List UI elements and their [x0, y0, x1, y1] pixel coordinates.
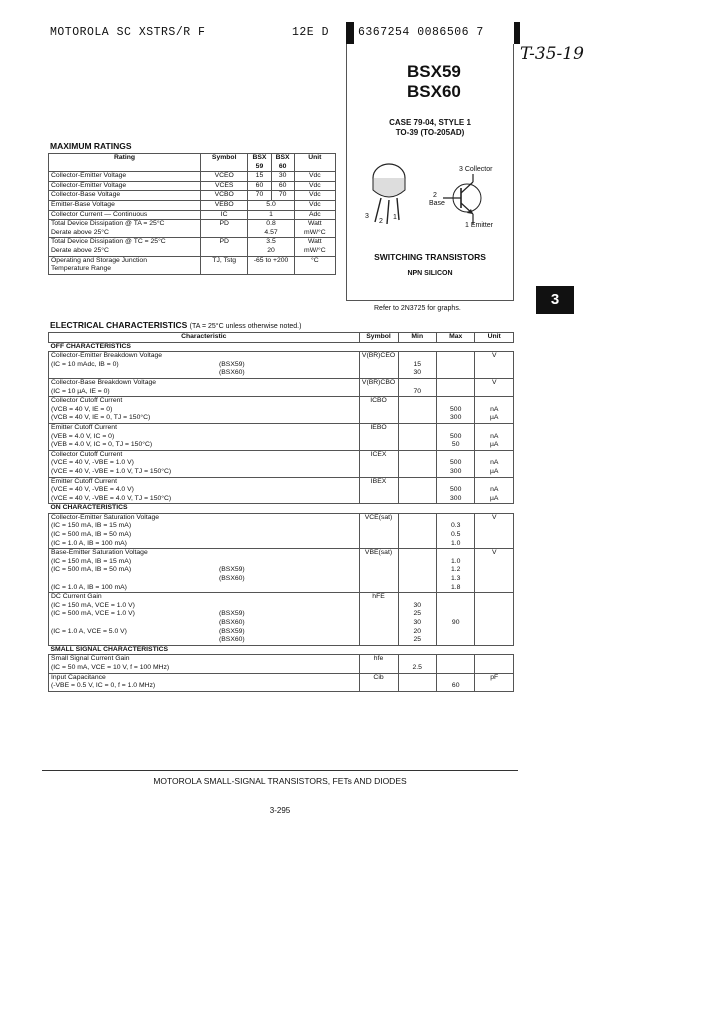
- unit-cell: nA µA: [475, 397, 514, 424]
- pin-base-label: Base: [429, 200, 445, 207]
- pkg-pin1-label: 1: [393, 214, 397, 221]
- rating-unit: Vdc: [294, 172, 335, 182]
- rating-value: 0.8 4.57: [248, 220, 294, 238]
- header-symbol: Symbol: [201, 154, 248, 172]
- characteristic-text: Input Capacitance (-VBE = 0.5 V, IC = 0, f = 1.0 MHz): [51, 673, 156, 690]
- rating-value: 5.0: [248, 200, 294, 210]
- rating-symbol: TJ, Tstg: [201, 256, 248, 274]
- header-elec-unit: Unit: [475, 333, 514, 343]
- symbol-cell: Cib: [359, 673, 398, 691]
- device-label: (BSX59) (BSX60): [219, 360, 245, 377]
- max-ratings-body: [49, 172, 336, 275]
- elec-title-note: (TA = 25°C unless otherwise noted.): [189, 323, 302, 330]
- min-cell: [398, 450, 436, 477]
- refer-graphs-note: Refer to 2N3725 for graphs.: [374, 305, 461, 312]
- case-line1: CASE 79-04, STYLE 1: [389, 118, 471, 127]
- rating-symbol: VCES: [201, 181, 248, 191]
- part-number-bsx59: BSX59: [407, 62, 461, 81]
- unit-cell: nA µA: [475, 450, 514, 477]
- rating-name: Emitter-Base Voltage: [49, 200, 201, 210]
- max-rating-row: [49, 210, 336, 220]
- rating-name: Collector-Emitter Voltage: [49, 181, 201, 191]
- symbol-cell: VBE(sat): [359, 549, 398, 593]
- min-cell: [398, 397, 436, 424]
- rating-value-bsx59: 60: [248, 181, 271, 191]
- max-rating-row: [49, 181, 336, 191]
- min-cell: 2.5: [398, 655, 436, 673]
- section-row: [49, 504, 514, 514]
- characteristic-text: Small Signal Current Gain (IC = 50 mA, VCE = 10 V, f = 100 MHz): [51, 655, 170, 671]
- table-row: [49, 397, 514, 424]
- pin-collector-label: 3 Collector: [459, 166, 493, 173]
- max-cell: [436, 655, 474, 673]
- symbol-cell: hFE: [359, 593, 398, 646]
- header-number: 6367254 0086506 7: [358, 26, 484, 39]
- rating-unit: Vdc: [294, 200, 335, 210]
- symbol-cell: IEBO: [359, 423, 398, 450]
- page-number: 3-295: [269, 806, 291, 815]
- rating-unit: Watt mW/°C: [294, 220, 335, 238]
- symbol-cell: ICBO: [359, 397, 398, 424]
- characteristic-text: Collector Cutoff Current (VCE = 40 V, -VBE = 1.0 V) (VCE = 40 V, -VBE = 1.0 V, TJ = 150°C): [51, 450, 172, 475]
- unit-cell: pF: [475, 673, 514, 691]
- rating-name: Operating and Storage Junction Temperature Range: [49, 256, 201, 274]
- table-row: [49, 423, 514, 450]
- characteristic-cell: [49, 397, 360, 424]
- rating-symbol: IC: [201, 210, 248, 220]
- rating-value: -65 to +200: [248, 256, 294, 274]
- max-rating-row: [49, 172, 336, 182]
- characteristic-text: Emitter Cutoff Current (VEB = 4.0 V, IC = 0) (VEB = 4.0 V, IC = 0, TJ = 150°C): [51, 423, 153, 449]
- rating-value: 3.5 20: [248, 238, 294, 256]
- min-cell: [398, 477, 436, 504]
- max-rating-row: [49, 191, 336, 201]
- symbol-cell: IBEX: [359, 477, 398, 504]
- rating-value-bsx59: 70: [248, 191, 271, 201]
- min-cell: 30 25 30 20 25: [398, 593, 436, 646]
- max-cell: 500 300: [436, 397, 474, 424]
- max-cell: 60: [436, 673, 474, 691]
- table-row: [49, 352, 514, 379]
- characteristic-text: Collector-Emitter Saturation Voltage (IC = 150 mA, IB = 15 mA) (IC = 500 mA, IB = 50 mA) (IC = 1.0 A, IB = 100 mA): [51, 513, 160, 547]
- characteristic-cell: [49, 450, 360, 477]
- rating-value-bsx60: 70: [271, 191, 294, 201]
- header-bsx59: BSX 59: [248, 154, 271, 172]
- header-bar-mark-right: [514, 22, 520, 44]
- max-cell: [436, 352, 474, 379]
- characteristic-text: Collector-Emitter Breakdown Voltage (IC = 10 mAdc, IB = 0): [51, 352, 163, 368]
- min-cell: [398, 673, 436, 691]
- rating-value-bsx60: 30: [271, 172, 294, 182]
- header-elec-symbol: Symbol: [359, 333, 398, 343]
- header-bar-mark: [346, 22, 354, 44]
- header-unit: Unit: [294, 154, 335, 172]
- rating-symbol: VEBO: [201, 200, 248, 210]
- rating-name: Total Device Dissipation @ TA = 25°C Derate above 25°C: [49, 220, 201, 238]
- unit-cell: nA µA: [475, 477, 514, 504]
- unit-cell: V: [475, 513, 514, 548]
- max-cell: 500 300: [436, 477, 474, 504]
- symbol-cell: ICEX: [359, 450, 398, 477]
- rating-symbol: VCBO: [201, 191, 248, 201]
- max-cell: 90: [436, 593, 474, 646]
- max-rating-row: [49, 256, 336, 274]
- pin-emitter-label: 1 Emitter: [465, 222, 494, 229]
- section-heading: SMALL SIGNAL CHARACTERISTICS: [49, 645, 514, 655]
- max-cell: 0.3 0.5 1.0: [436, 513, 474, 548]
- symbol-cell: VCE(sat): [359, 513, 398, 548]
- characteristic-text: Collector-Base Breakdown Voltage (IC = 10 µA, IE = 0): [51, 378, 157, 395]
- rating-name: Collector Current — Continuous: [49, 210, 201, 220]
- unit-cell: V: [475, 352, 514, 379]
- characteristic-text: DC Current Gain (IC = 150 mA, VCE = 1.0 V) (IC = 500 mA, VCE = 1.0 V) (IC = 1.0 A, VCE = 5.0 V): [51, 593, 135, 635]
- table-row: [49, 593, 514, 646]
- header-characteristic: Characteristic: [49, 333, 360, 343]
- section-heading: OFF CHARACTERISTICS: [49, 342, 514, 352]
- min-cell: 70: [398, 378, 436, 396]
- footer-text: MOTOROLA SMALL-SIGNAL TRANSISTORS, FETs AND DIODES: [153, 776, 407, 786]
- rating-unit: Adc: [294, 210, 335, 220]
- part-info-box: [346, 44, 514, 301]
- characteristic-cell: [49, 378, 360, 396]
- handwritten-note: T-35-19: [520, 44, 584, 64]
- max-cell: 500 50: [436, 423, 474, 450]
- table-row: [49, 450, 514, 477]
- elec-title-text: ELECTRICAL CHARACTERISTICS: [50, 320, 188, 330]
- rating-unit: Vdc: [294, 191, 335, 201]
- part-number-bsx60: BSX60: [407, 82, 461, 101]
- characteristic-cell: [49, 423, 360, 450]
- symbol-cell: V(BR)CEO: [359, 352, 398, 379]
- header-max: Max: [436, 333, 474, 343]
- rating-name: Collector-Base Voltage: [49, 191, 201, 201]
- section-row: [49, 645, 514, 655]
- min-cell: 15 30: [398, 352, 436, 379]
- header-left-text: MOTOROLA SC XSTRS/R F: [50, 26, 206, 39]
- table-row: [49, 673, 514, 691]
- unit-cell: [475, 655, 514, 673]
- max-ratings-header-row: [49, 154, 336, 172]
- max-cell: 1.0 1.2 1.3 1.8: [436, 549, 474, 593]
- header-min: Min: [398, 333, 436, 343]
- rating-unit: Watt mW/°C: [294, 238, 335, 256]
- elec-header-row: [49, 333, 514, 343]
- table-row: [49, 513, 514, 548]
- unit-cell: [475, 593, 514, 646]
- rating-value-bsx60: 60: [271, 181, 294, 191]
- unit-cell: V: [475, 549, 514, 593]
- header-rating: Rating: [49, 154, 201, 172]
- device-label: (BSX59) (BSX60) (BSX59) (BSX60): [219, 610, 245, 644]
- device-label: (BSX59) (BSX60): [219, 566, 245, 583]
- max-cell: 500 300: [436, 450, 474, 477]
- footer-rule: [42, 770, 518, 771]
- rating-symbol: VCEO: [201, 172, 248, 182]
- table-row: [49, 655, 514, 673]
- section-tab: 3: [536, 286, 574, 314]
- elec-char-body: [49, 342, 514, 691]
- rating-value-bsx59: 15: [248, 172, 271, 182]
- case-line2: TO-39 (TO-205AD): [395, 128, 465, 137]
- rating-name: Collector-Emitter Voltage: [49, 172, 201, 182]
- characteristic-cell: [49, 477, 360, 504]
- table-row: [49, 549, 514, 593]
- header-bsx60: BSX 60: [271, 154, 294, 172]
- symbol-cell: V(BR)CBO: [359, 378, 398, 396]
- max-rating-row: [49, 200, 336, 210]
- characteristic-cell: [49, 655, 360, 673]
- elec-title: [50, 320, 301, 330]
- min-cell: [398, 423, 436, 450]
- characteristic-text: Collector Cutoff Current (VCB = 40 V, IE = 0) (VCB = 40 V, IE = 0, TJ = 150°C): [51, 397, 151, 422]
- pkg-pin2-label: 2: [379, 218, 383, 225]
- characteristic-cell: [49, 549, 360, 593]
- rating-unit: °C: [294, 256, 335, 274]
- symbol-cell: hfe: [359, 655, 398, 673]
- npn-transistor-symbol: [437, 174, 493, 224]
- table-row: [49, 477, 514, 504]
- rating-unit: Vdc: [294, 181, 335, 191]
- device-type: SWITCHING TRANSISTORS: [374, 252, 486, 262]
- pkg-pin3-label: 3: [365, 213, 369, 220]
- max-rating-row: [49, 220, 336, 238]
- characteristic-cell: [49, 593, 360, 646]
- rating-symbol: PD: [201, 238, 248, 256]
- section-row: [49, 342, 514, 352]
- characteristic-cell: [49, 352, 360, 379]
- device-polarity: NPN SILICON: [407, 270, 453, 277]
- unit-cell: V: [475, 378, 514, 396]
- section-heading: ON CHARACTERISTICS: [49, 504, 514, 514]
- max-ratings-title: MAXIMUM RATINGS: [50, 141, 132, 151]
- characteristic-text: Emitter Cutoff Current (VCE = 40 V, -VBE = 4.0 V) (VCE = 40 V, -VBE = 4.0 V, TJ = 150°C): [51, 477, 172, 502]
- pin-base-number: 2: [433, 192, 437, 199]
- rating-name: Total Device Dissipation @ TC = 25°C Derate above 25°C: [49, 238, 201, 256]
- max-rating-row: [49, 238, 336, 256]
- max-ratings-table: [48, 153, 336, 275]
- rating-value: 1: [248, 210, 294, 220]
- min-cell: [398, 513, 436, 548]
- unit-cell: nA µA: [475, 423, 514, 450]
- characteristic-cell: [49, 513, 360, 548]
- characteristic-cell: [49, 673, 360, 691]
- table-row: [49, 378, 514, 396]
- elec-char-table: [48, 332, 514, 692]
- rating-symbol: PD: [201, 220, 248, 238]
- max-cell: [436, 378, 474, 396]
- header-code: 12E D: [292, 26, 330, 39]
- characteristic-text: Base-Emitter Saturation Voltage (IC = 150 mA, IB = 15 mA) (IC = 500 mA, IB = 50 mA) (IC = 1.0 A, IB = 100 mA): [51, 549, 148, 591]
- min-cell: [398, 549, 436, 593]
